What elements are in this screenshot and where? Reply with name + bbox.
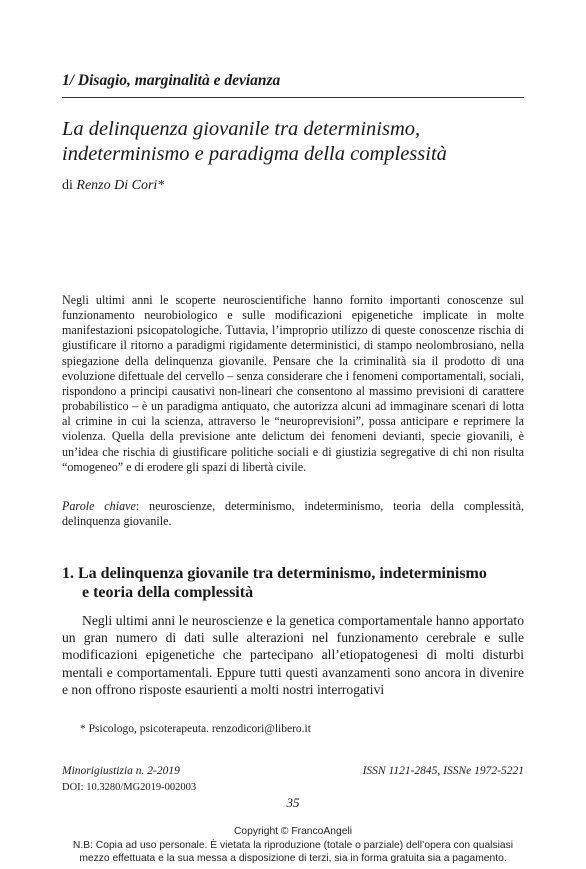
author-prefix: di: [62, 178, 73, 193]
page-number: 35: [286, 795, 300, 810]
article-title-line2: indeterminismo e paradigma della complessità: [62, 143, 447, 165]
section-1-heading-line2: e teoria della complessità: [82, 584, 254, 601]
keywords: [62, 499, 524, 529]
section-1-heading: [62, 564, 532, 602]
keywords-text: : neuroscienze, determinismo, indeterminismo, teoria della complessità, delinquenza giovanile.: [62, 499, 524, 529]
journal-name: Minorigiustizia n. 2-2019: [62, 765, 180, 777]
section-1-heading-line1: 1. La delinquenza giovanile tra determinismo, indeterminismo: [62, 565, 487, 582]
header-rule: [62, 97, 524, 98]
issn: ISSN 1121-2845, ISSNe 1972-5221: [362, 765, 524, 777]
section-heading: 1/ Disagio, marginalità e devianza: [62, 72, 281, 89]
keywords-label: Parole chiave: [62, 499, 136, 513]
article-title: [62, 117, 532, 167]
doi: DOI: 10.3280/MG2019-002003: [62, 782, 197, 793]
article-title-line1: La delinquenza giovanile tra determinismo,: [62, 118, 421, 140]
usage-notice-line1: N.B: Copia ad uso personale. È vietata la riproduzione (totale o parziale) dell’opera con qualsiasi: [72, 840, 514, 851]
usage-notice: [0, 839, 586, 865]
author-name: Renzo Di Cori*: [76, 178, 165, 193]
copyright: Copyright © FrancoAngeli: [233, 826, 353, 837]
usage-notice-line2: mezzo effettuata e la sua messa a disposizione di terzi, sia in forma gratuita sia a pagamento.: [79, 853, 507, 864]
footnote: * Psicologo, psicoterapeuta. renzodicori@libero.it: [80, 723, 311, 735]
author-line: [62, 178, 362, 194]
abstract: Negli ultimi anni le scoperte neuroscientifiche hanno fornito importanti conoscenze sul funzionamento neurobiologico e sulle modificazioni epigenetiche implicate in molte manifestazioni psicopatologiche. Tuttavia, l’improprio utilizzo di queste conoscenze rischia di giustificare il ritorno a paradigmi rigidamente deterministici, di stampo neolombrosiano, nella spiegazione della delinquenza giovanile. Pensare che la criminalità sia il prodotto di una evoluzione difettuale del cervello – senza considerare che i fenomeni comportamentali, sociali, rispondono a principi causativi non-lineari che consentono al massimo previsioni di carattere probabilistico – è un paradigma antiquato, che autorizza alcuni ad immaginare scenari di lotta al crimine in cui la scienza, attraverso le “neuroprevisioni”, possa anticipare e reprimere la violenza. Quella della previsione ante delictum dei fenomeni devianti, specie giovanili, è un’idea che rischia di giustificare politiche sociali e di giustizia segregative di chi non risulta “omogeneo” e di erodere gli spazi di libertà civile.: [62, 293, 524, 474]
body-paragraph: Negli ultimi anni le neuroscienze e la genetica comportamentale hanno apportato un gran numero di dati sulle alterazioni nel funzionamento cerebrale e sulle modificazioni epigenetiche che partecipano all’etiopatogenesi di molti disturbi mentali e comportamentali. Eppure tutti questi avanzamenti sono ancora in divenire e non offrono risposte esaurienti a molti nostri interrogativi: [62, 613, 524, 697]
